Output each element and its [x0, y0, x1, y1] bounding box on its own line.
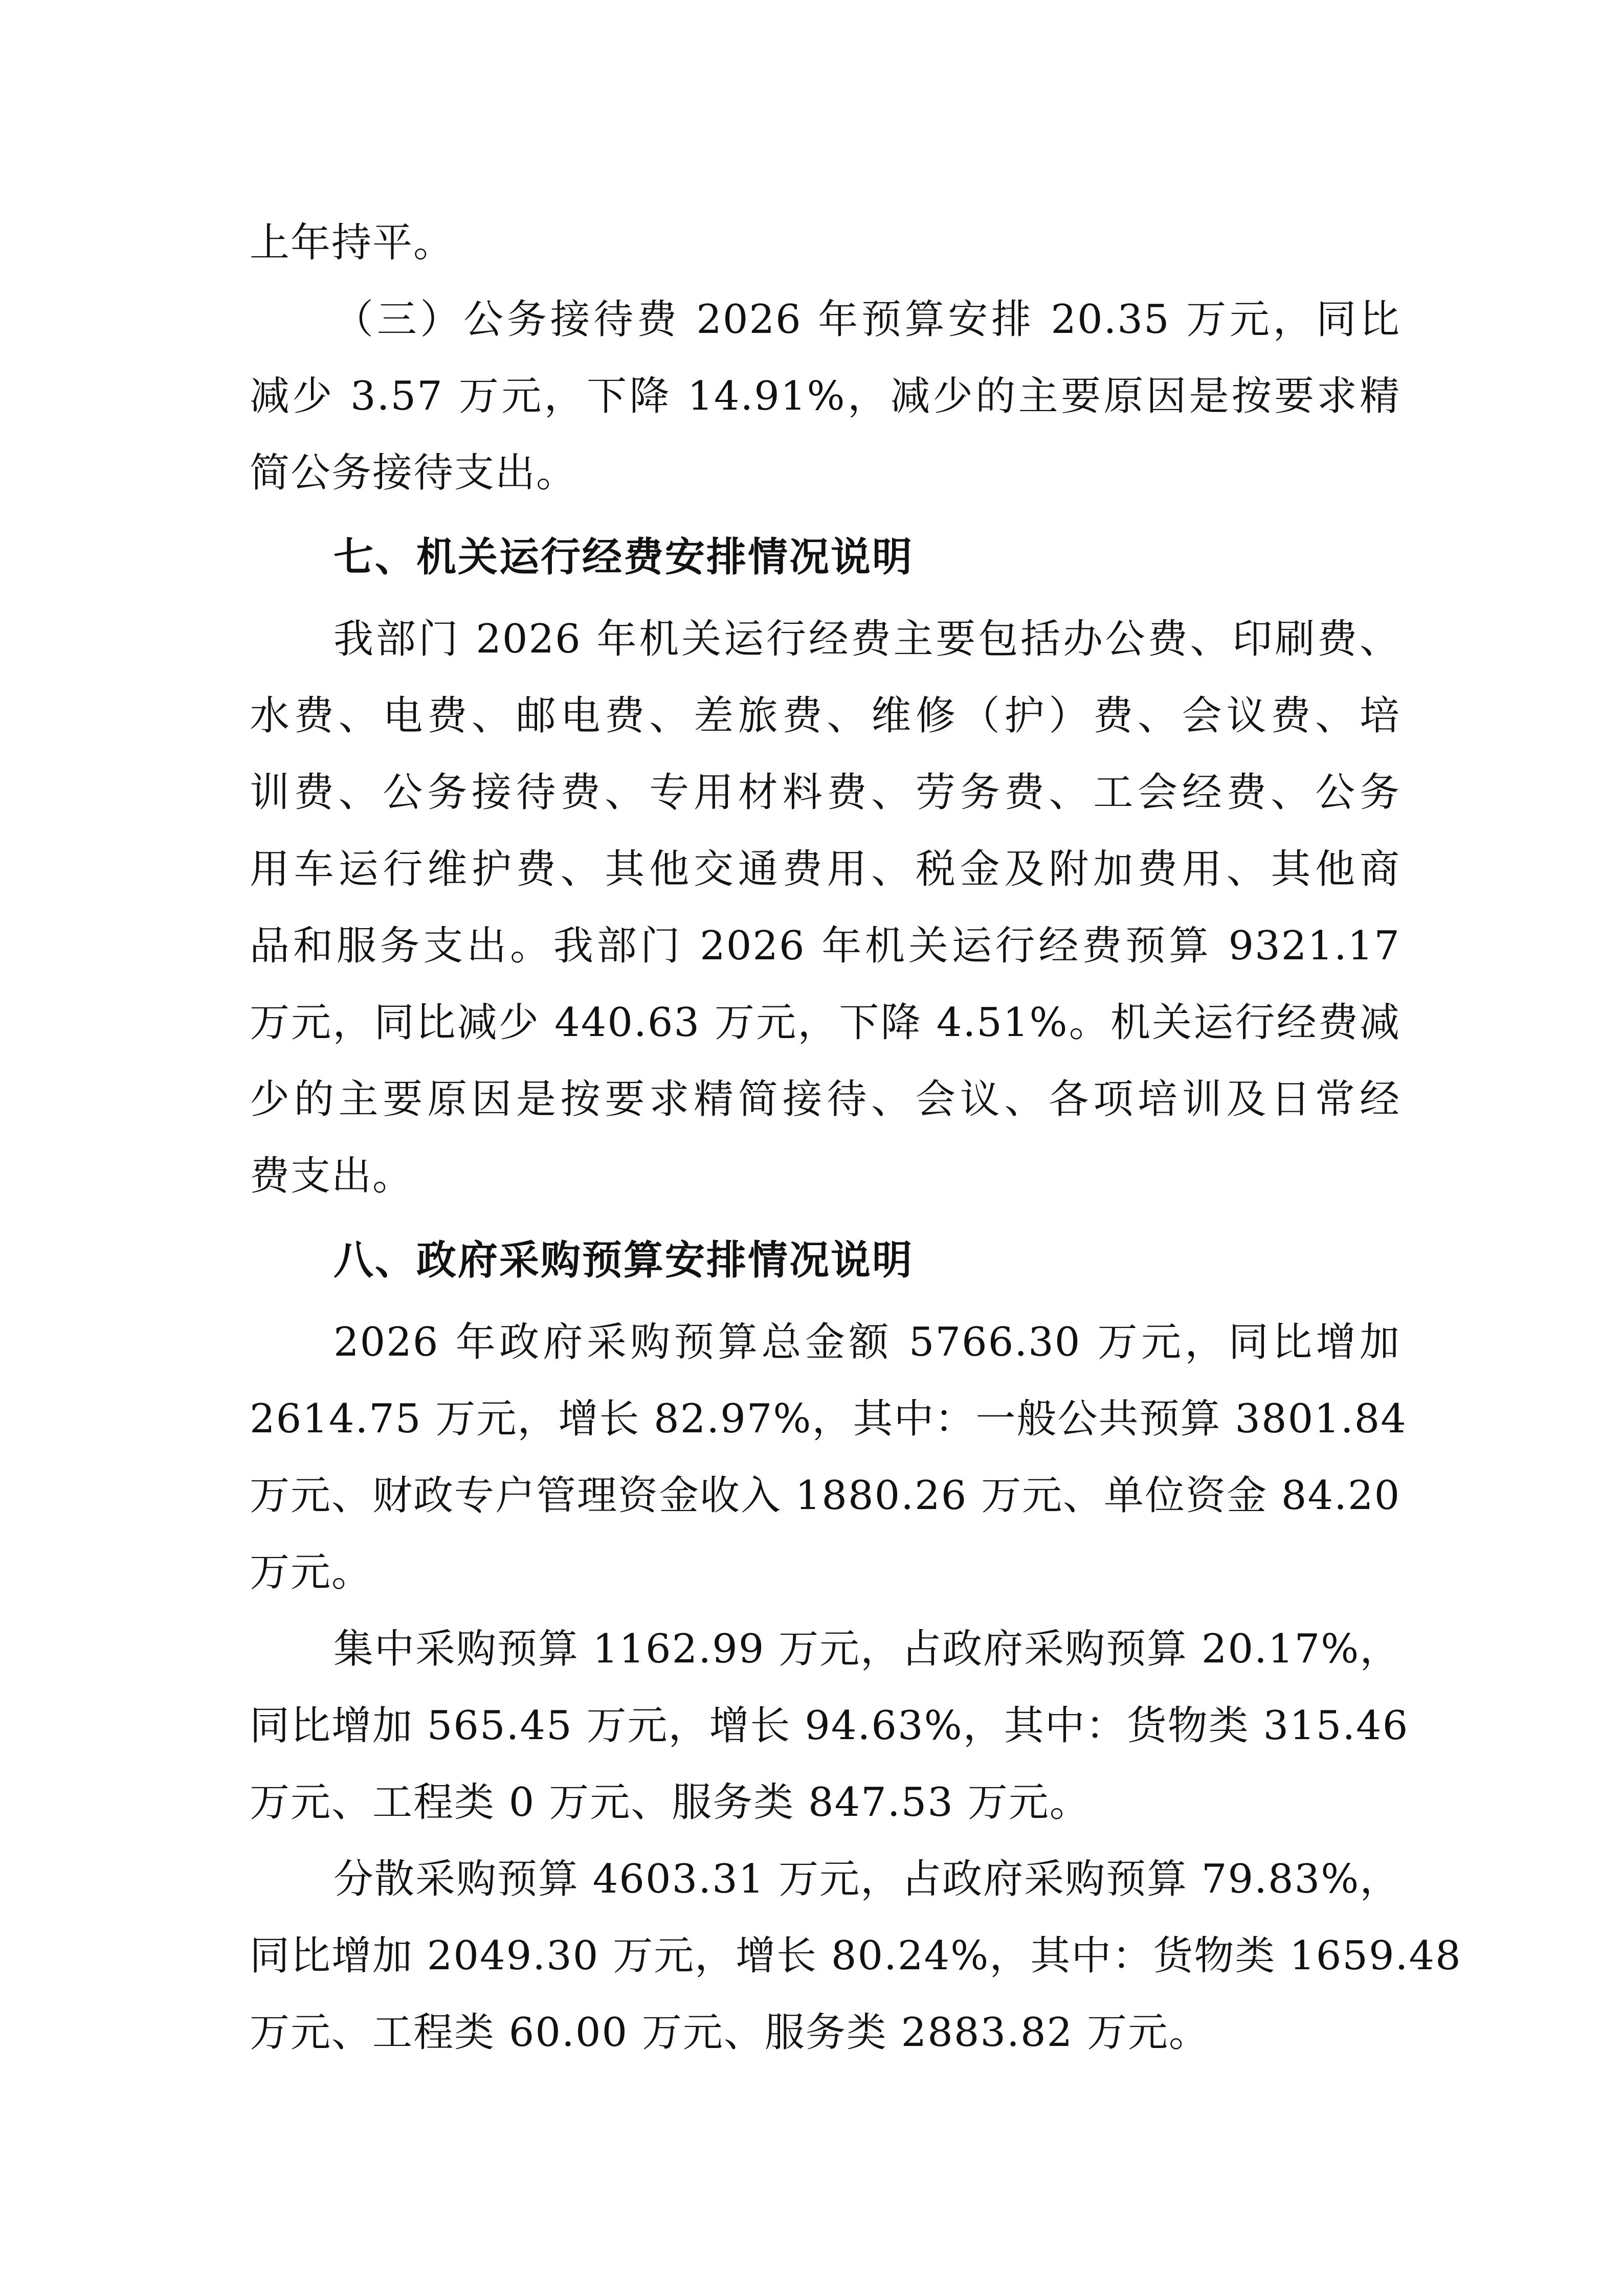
text-line: 万元、工程类 0 万元、服务类 847.53 万元。 — [250, 1780, 1091, 1826]
text-line: 减少 3.57 万元，下降 14.91%，减少的主要原因是按要求精 — [250, 373, 1400, 419]
text-line: 简公务接待支出。 — [250, 450, 577, 496]
text-line: 水费、电费、邮电费、差旅费、维修（护）费、会议费、培 — [250, 693, 1400, 739]
text-line: 同比增加 565.45 万元，增长 94.63%，其中：货物类 315.46 — [250, 1703, 1409, 1749]
text-line: （三）公务接待费 2026 年预算安排 20.35 万元，同比 — [333, 297, 1400, 343]
section-heading-8: 八、政府采购预算安排情况说明 — [333, 1237, 914, 1284]
text-line: 我部门 2026 年机关运行经费主要包括办公费、印刷费、 — [333, 616, 1400, 662]
text-line: 品和服务支出。我部门 2026 年机关运行经费预算 9321.17 — [250, 923, 1400, 969]
text-line: 万元、财政专户管理资金收入 1880.26 万元、单位资金 84.20 — [250, 1473, 1401, 1519]
text-line: 用车运行维护费、其他交通费用、税金及附加费用、其他商 — [250, 846, 1400, 892]
section-heading-7: 七、机关运行经费安排情况说明 — [333, 534, 914, 580]
text-line: 同比增加 2049.30 万元，增长 80.24%，其中：货物类 1659.48 — [250, 1933, 1462, 1979]
text-line: 少的主要原因是按要求精简接待、会议、各项培训及日常经 — [250, 1076, 1400, 1122]
text-line: 万元。 — [250, 1549, 373, 1595]
text-line: 2614.75 万元，增长 82.97%，其中：一般公共预算 3801.84 — [250, 1396, 1407, 1442]
text-line: 2026 年政府采购预算总金额 5766.30 万元，同比增加 — [333, 1319, 1400, 1365]
text-line: 分散采购预算 4603.31 万元，占政府采购预算 79.83%， — [333, 1856, 1401, 1902]
text-line: 万元，同比减少 440.63 万元，下降 4.51%。机关运行经费减 — [250, 1000, 1400, 1046]
text-line: 费支出。 — [250, 1153, 414, 1199]
text-line: 集中采购预算 1162.99 万元，占政府采购预算 20.17%， — [333, 1626, 1401, 1672]
text-line: 上年持平。 — [250, 220, 455, 266]
text-line: 训费、公务接待费、专用材料费、劳务费、工会经费、公务 — [250, 770, 1400, 816]
text-line: 万元、工程类 60.00 万元、服务类 2883.82 万元。 — [250, 2010, 1210, 2056]
